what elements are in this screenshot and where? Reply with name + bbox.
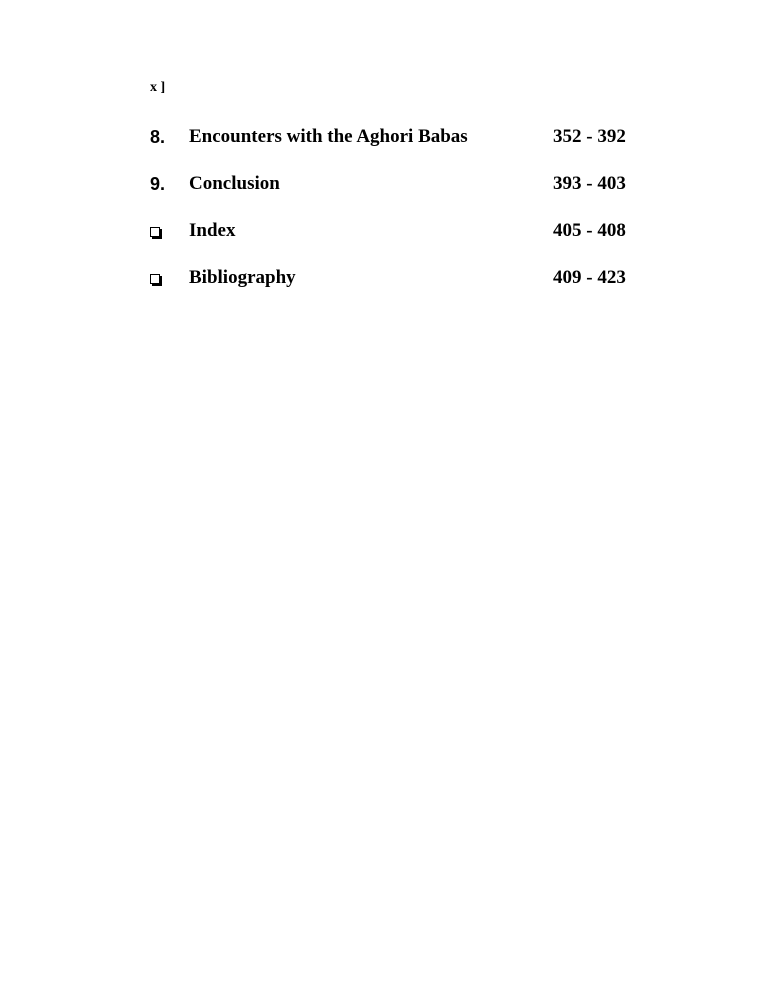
toc-entry-encounters-with-the-aghori-babas: [150, 124, 630, 171]
checkbox-bullet-icon: [150, 227, 160, 237]
section-title: Bibliography: [189, 267, 296, 288]
page-range: 405 - 408: [553, 220, 626, 241]
chapter-title: Encounters with the Aghori Babas: [189, 126, 468, 147]
page-range: 393 - 403: [553, 173, 626, 194]
page-range: 352 - 392: [553, 126, 626, 147]
chapter-title: Conclusion: [189, 173, 280, 194]
section-title: Index: [189, 220, 236, 241]
toc-entry-conclusion: [150, 171, 630, 218]
page-range: 409 - 423: [553, 267, 626, 288]
table-of-contents: [150, 124, 630, 312]
chapter-number: 9.: [150, 174, 166, 194]
checkbox-bullet-icon: [150, 274, 160, 284]
page-number: x ]: [150, 80, 166, 95]
toc-entry-index: [150, 218, 630, 265]
chapter-number: 8.: [150, 127, 166, 147]
toc-entry-bibliography: [150, 265, 630, 312]
